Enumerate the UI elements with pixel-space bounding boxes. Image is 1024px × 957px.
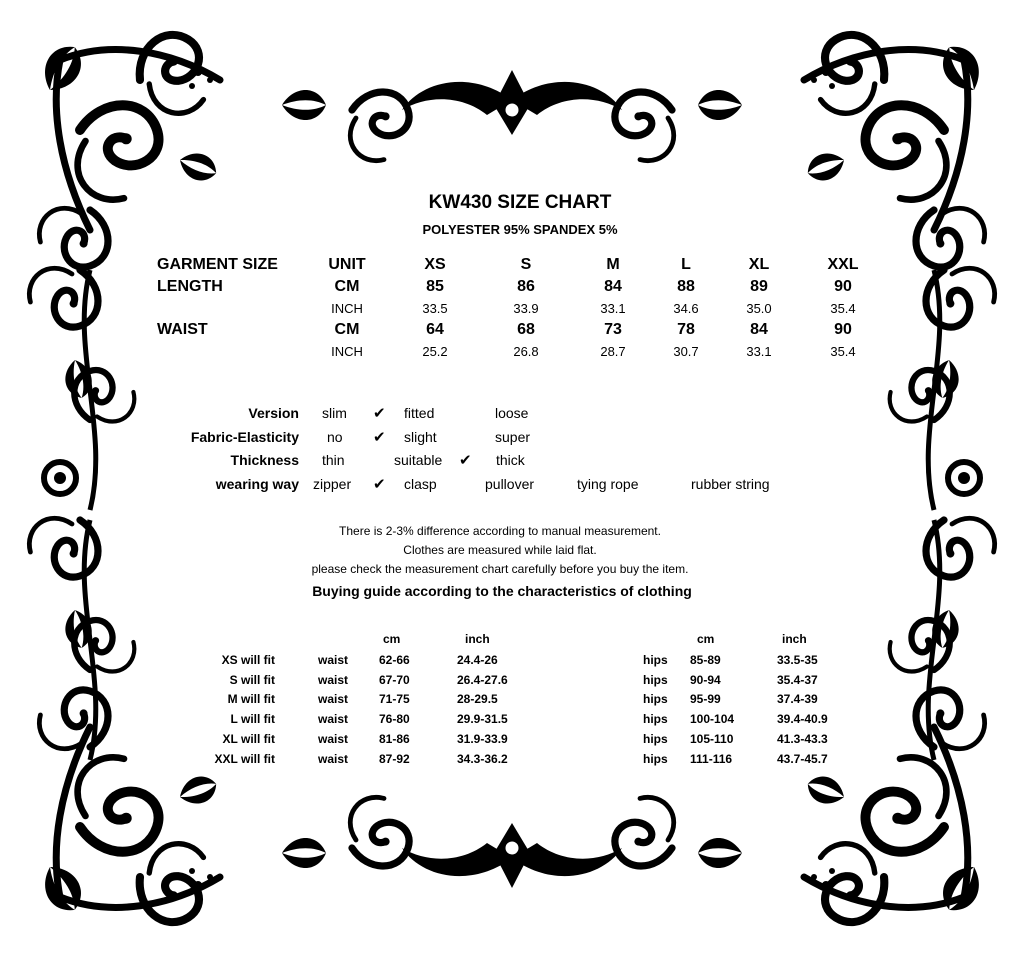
option-slim: slim [322,405,347,421]
guide-waist-cm: 87-92 [379,751,410,766]
guide-hips-cm: 95-99 [690,692,721,707]
waist-inch-l: 30.7 [673,344,699,359]
length-cm-xl: 89 [750,278,768,295]
guide-waist-label: waist [318,731,349,746]
option-suitable: suitable [394,452,443,468]
guide-header-cm: cm [383,632,401,646]
unit-inch: INCH [331,301,363,316]
length-cm-m: 84 [604,278,622,295]
guide-hips-cm: 85-89 [690,653,721,667]
length-cm-l: 88 [677,278,695,295]
attr-label-fabric-elasticity: Fabric-Elasticity [190,429,299,445]
header-unit: UNIT [328,256,366,273]
guide-hips-label: hips [643,672,668,687]
guide-hips-cm: 105-110 [690,731,734,746]
guide-waist-inch: 31.9-33.9 [457,731,508,746]
guide-size-label: XXL will fit [214,751,275,766]
note-line: Clothes are measured while laid flat. [403,543,597,557]
check-icon: ✔ [459,452,472,469]
length-inch-s: 33.9 [513,301,539,316]
guide-size-label: L will fit [230,712,275,727]
option-slight: slight [404,429,437,445]
guide-waist-inch: 26.4-27.6 [457,672,508,687]
waist-cm-l: 78 [677,321,695,338]
guide-waist-label: waist [318,712,349,727]
guide-hips-label: hips [643,731,668,746]
waist-cm-m: 73 [604,321,622,338]
waist-inch-s: 26.8 [513,344,539,359]
guide-hips-inch: 35.4-37 [777,672,818,687]
header-size-xs: XS [424,256,446,273]
guide-waist-label: waist [318,692,349,707]
guide-waist-cm: 71-75 [379,692,410,707]
header-size-s: S [520,256,532,273]
guide-header-cm: cm [697,632,715,646]
guide-hips-cm: 100-104 [690,712,735,727]
length-inch-m: 33.1 [600,301,626,316]
guide-hips-cm: 90-94 [690,672,721,687]
length-cm-s: 86 [517,278,535,295]
option-clasp: clasp [404,476,437,492]
check-icon: ✔ [373,405,386,422]
header-size-l: L [681,256,691,273]
guide-hips-cm: 111-116 [690,751,733,766]
option-fitted: fitted [404,405,435,421]
check-icon: ✔ [373,476,386,493]
guide-hips-label: hips [643,712,668,727]
length-cm-xxl: 90 [834,278,852,295]
waist-cm-xl: 84 [750,321,768,338]
length-inch-xxl: 35.4 [830,301,856,316]
guide-hips-inch: 41.3-43.3 [777,731,828,746]
attr-label-wearing-way: wearing way [215,476,299,492]
waist-cm-s: 68 [517,321,535,338]
option-rubber-string: rubber string [691,476,770,492]
guide-waist-inch: 29.9-31.5 [457,712,508,727]
row-label-length: LENGTH [157,278,223,295]
guide-hips-label: hips [643,692,668,707]
guide-size-label: XS will fit [221,653,275,667]
row-label-waist: WAIST [157,321,208,338]
header-size-xxl: XXL [827,256,859,273]
waist-inch-xs: 25.2 [422,344,448,359]
guide-waist-inch: 28-29.5 [457,692,498,707]
header-size-xl: XL [748,256,770,273]
guide-hips-label: hips [643,653,668,667]
option-super: super [495,429,531,445]
note-line: please check the measurement chart carefully before you buy the item. [311,562,689,576]
chart-title: KW430 SIZE CHART [428,192,612,213]
waist-cm-xxl: 90 [834,321,852,338]
length-cm-xs: 85 [426,278,444,295]
length-inch-xs: 33.5 [422,301,448,316]
attr-label-thickness: Thickness [230,452,299,468]
guide-waist-label: waist [318,653,349,667]
guide-size-label: XL will fit [222,731,275,746]
length-inch-l: 34.6 [673,301,699,316]
waist-inch-xxl: 35.4 [830,344,856,359]
attr-label-version: Version [248,405,299,421]
header-garment-size: GARMENT SIZE [157,256,278,273]
option-pullover: pullover [485,476,535,492]
unit-cm: CM [334,321,360,338]
guide-waist-inch: 24.4-26 [457,653,498,667]
waist-cm-xs: 64 [426,321,444,338]
guide-hips-inch: 37.4-39 [777,692,818,707]
option-zipper: zipper [313,476,352,492]
option-loose: loose [495,405,529,421]
guide-waist-cm: 81-86 [379,731,410,746]
guide-size-label: M will fit [227,692,275,707]
guide-hips-inch: 33.5-35 [777,653,818,667]
guide-waist-cm: 76-80 [379,712,410,727]
option-thin: thin [322,452,345,468]
guide-waist-label: waist [318,751,349,766]
material-composition: POLYESTER 95% SPANDEX 5% [422,222,618,237]
guide-hips-label: hips [643,751,668,766]
guide-header-inch: inch [465,632,490,646]
guide-header-inch: inch [782,632,807,646]
header-size-m: M [606,256,620,273]
guide-waist-cm: 67-70 [379,672,410,687]
waist-inch-xl: 33.1 [746,344,772,359]
waist-inch-m: 28.7 [600,344,626,359]
check-icon: ✔ [373,429,386,446]
guide-hips-inch: 43.7-45.7 [777,751,828,766]
option-no: no [327,429,343,445]
unit-cm: CM [334,278,360,295]
option-thick: thick [496,452,525,468]
guide-hips-inch: 39.4-40.9 [777,712,828,727]
guide-size-label: S will fit [229,672,275,687]
buying-guide-title: Buying guide according to the characteristics of clothing [312,583,692,599]
guide-waist-cm: 62-66 [379,653,410,667]
guide-waist-inch: 34.3-36.2 [457,751,508,766]
unit-inch: INCH [331,344,363,359]
guide-waist-label: waist [318,672,349,687]
note-line: There is 2-3% difference according to manual measurement. [339,524,661,538]
option-tying-rope: tying rope [577,476,639,492]
length-inch-xl: 35.0 [746,301,772,316]
